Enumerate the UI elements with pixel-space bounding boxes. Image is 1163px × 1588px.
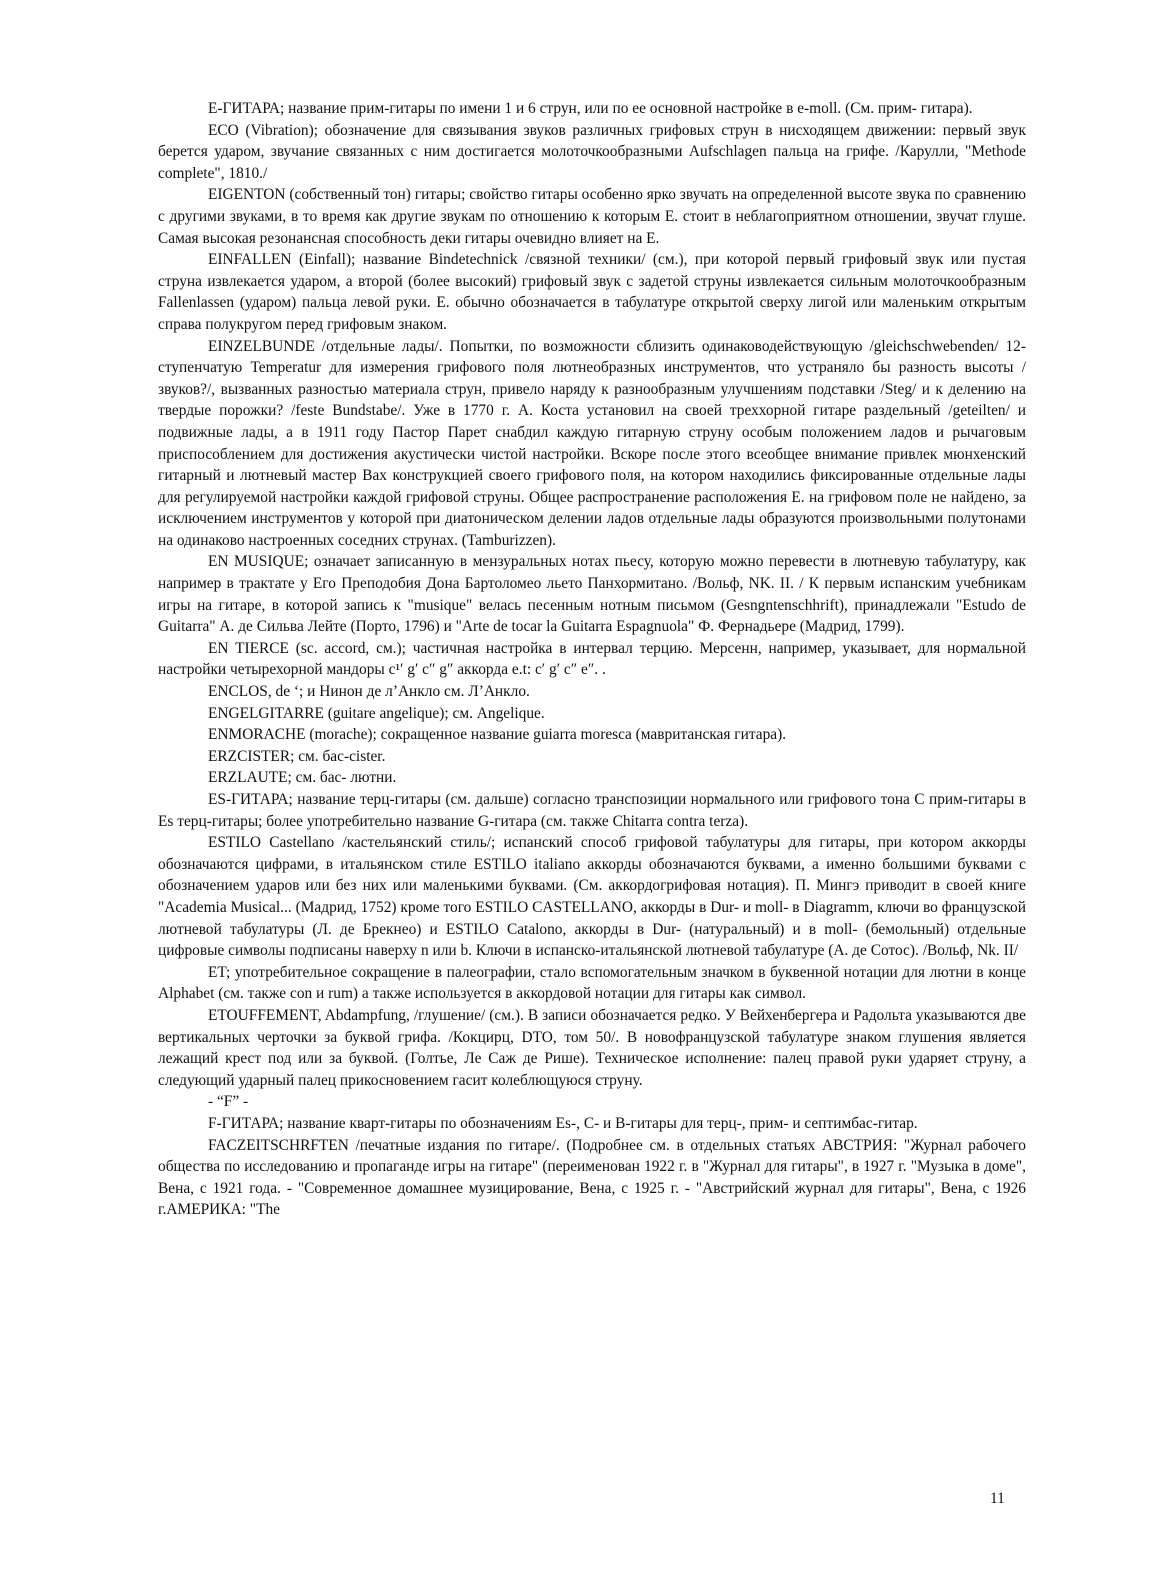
entry-enmorache: ENMORACHE (morache); сокращенное название guiarra moresca (мавританская гитара).	[208, 726, 787, 744]
section-letter-f: - “F” -	[208, 1093, 249, 1111]
entry-erzcister: ERZCISTER; см. бас-cister.	[208, 747, 386, 765]
entry-en-musique: EN MUSIQUE; означает записанную в мензуральных нотах пьесу, которую можно перевести в лютневую табулатуру, как например в трактате у Его Преподобия Дона Бартоломео льето Панхормитано. /Вольф, NK. II. / К первым испанским учебникам игры на гитаре, в которой запись к "musique" велась песенным нотным письмом (Gesngntenschhrift), принадлежали "Estudo de Guitarra" А. де Сильва Лейте (Порто, 1796) и "Arte de tocar la Guitarra Espagnuola" Ф. Фернадьере (Мадрид, 1799).	[158, 553, 1026, 636]
entry-en-tierce: EN TIERCE (sc. accord, см.); частичная настройка в интервал терцию. Мерсенн, например, указывает, для нормальной настройки четырехорной мандоры c¹′ g′ c″ g″ аккорда e.t: c′ g′ c″ e″. .	[158, 639, 1026, 679]
entry-enclos: ENCLOS, de ‘; и Нинон де л’Анкло см. Л’Анкло.	[208, 683, 530, 701]
entry-etouffement: ETOUFFEMENT, Abdampfung, /глушение/ (см.). В записи обозначается редко. У Вейхенбергера и Радольта указываются две вертикальных черточки за буквой грифа. /Кокцирц, DTO, том 50/. В новофранцузской табулатуре знаком глушения является лежащий крест под или за буквой. (Голтье, Ле Саж де Рише). Техническое исполнение: палец правой руки ударяет струну, а следующий ударный палец прикосновением гасит колеблющуюся струну.	[158, 1006, 1026, 1089]
document-body	[158, 98, 1026, 1221]
entry-einfallen: EINFALLEN (Einfall); название Bindetechnick /связной техники/ (см.), при которой первый грифовый звук или пустая струна извлекается ударом, а второй (более высокий) грифовый звук с задетой струны извлекается сильным молоточкообразным Fallenlassen (ударом) пальца левой руки. E. обычно обозначается в табулатуре открытой сверху лигой или маленьким открытым справа полукругом перед грифовым знаком.	[158, 251, 1026, 333]
entry-es-gitara: ES-ГИТАРА; название терц-гитары (см. дальше) согласно транспозиции нормального или грифового тона C прим-гитары в Es терц-гитары; более употребительно название G-гитара (см. также Chitarra contra terza).	[158, 791, 1026, 830]
page-number: 11	[990, 1490, 1005, 1507]
entry-faczeitschrften: FACZEITSCHRFTEN /печатные издания по гитаре/. (Подробнее см. в отдельных статьях АВСТРИЯ: "Журнал рабочего общества по исследованию и пропаганде игры на гитаре" (переименован 1922 г. в "Журнал для гитары", в 1927 г. "Музыка в доме", Вена, с 1921 года. - "Современное домашнее музицирование, Вена, с 1925 г. - "Австрийский журнал для гитары", Вена, с 1926 г.АМЕРИКА: "The	[158, 1136, 1026, 1219]
entry-estilo: ESTILO Castellano /кастельянский стиль/; испанский способ грифовой табулатуры для гитары, при котором аккорды обозначаются цифрами, в итальянском стиле ESTILO italiano аккорды обозначаются буквами, а именно большими буквами с обозначением ударов или без них или маленькими буквами. (См. аккордогрифовая нотация). П. Мингэ приводит в своей книге "Academia Musical... (Мадрид, 1752) кроме того ESTILO CASTELLANO, аккорды в Dur- и moll- в Diagramm, ключи во французской лютневой табулатуры (Л. де Брекнео) и ESTILO Catalono, аккорды в Dur- (натуральный) и в moll- (бемольный) отдельные цифровые символы подписаны наверху n или b. Ключи в испанско-итальянской лютневой табулатуре (А. де Сотос). /Вольф, Nk. II/	[158, 834, 1026, 960]
entry-eco: ECO (Vibration); обозначение для связывания звуков различных грифовых струн в нисходящем движении: первый звук берется ударом, звучание связанных с ним достигается молоточкообразными Aufschlagen пальца на грифе. /Карулли, "Methode complete", 1810./	[158, 121, 1026, 182]
entry-et: ET; употребительное сокращение в палеографии, стало вспомогательным значком в буквенной нотации для лютни в конце Alphabet (см. также con и rum) а также используется в аккордовой нотации для гитары как символ.	[158, 963, 1026, 1003]
entry-f-gitara: F-ГИТАРА; название кварт-гитары по обозначениям Es-, C- и B-гитары для терц-, прим- и септимбас-гитар.	[208, 1114, 918, 1132]
entry-einzelbunde: EINZELBUNDE /отдельные лады/. Попытки, по возможности сблизить одинаководействующую /gleichschwebenden/ 12-ступенчатую Temperatur для измерения грифового поля лютнеобразных инструментов, что устраняло бы разность высоты /звуков?/, вызванных разностью материала струн, привело наряду к разнообразным улучшениям подставки /Steg/ и к делению на твердые порожки? /feste Bundstabe/. Уже в 1770 г. А. Коста установил на своей треххорной гитаре раздельный /geteilten/ и подвижные лады, а в 1911 году Пастор Парет снабдил каждую гитарную струну особым положением ладов и рычаговым приспособлением для достижения акустически чистой настройки. Вскоре после этого всеобщее внимание привлек мюнхенский гитарный и лютневый мастер Вах конструкцией своего грифового поля, на котором находились фиксированные отдельные лады для регулируемой настройки каждой грифовой струны. Общее распространение расположения E. на грифовом поле не найдено, за исключением инструментов у которой при диатоническом делении ладов отдельные лады образуются произвольными полутонами на одинаково настроенных соседних струнах. (Tamburizzen).	[158, 337, 1026, 549]
entry-erzlaute: ERZLAUTE; см. бас- лютни.	[208, 769, 397, 787]
entry-e-gitara: E-ГИТАРА; название прим-гитары по имени 1 и 6 струн, или по ее основной настройке в e-moll. (См. прим- гитара).	[208, 100, 973, 117]
entry-engelgitarre: ENGELGITARRE (guitare angelique); см. Angelique.	[208, 704, 545, 722]
entry-eigenton: EIGENTON (собственный тон) гитары; свойство гитары особенно ярко звучать на определенной высоте звука по сравнению с другими звуками, в то время как другие звукам по отношению к которым E. стоит в неблагоприятном отношении, звучат глуше. Самая высокая резонансная способность деки гитары очевидно влияет на E.	[158, 186, 1026, 247]
